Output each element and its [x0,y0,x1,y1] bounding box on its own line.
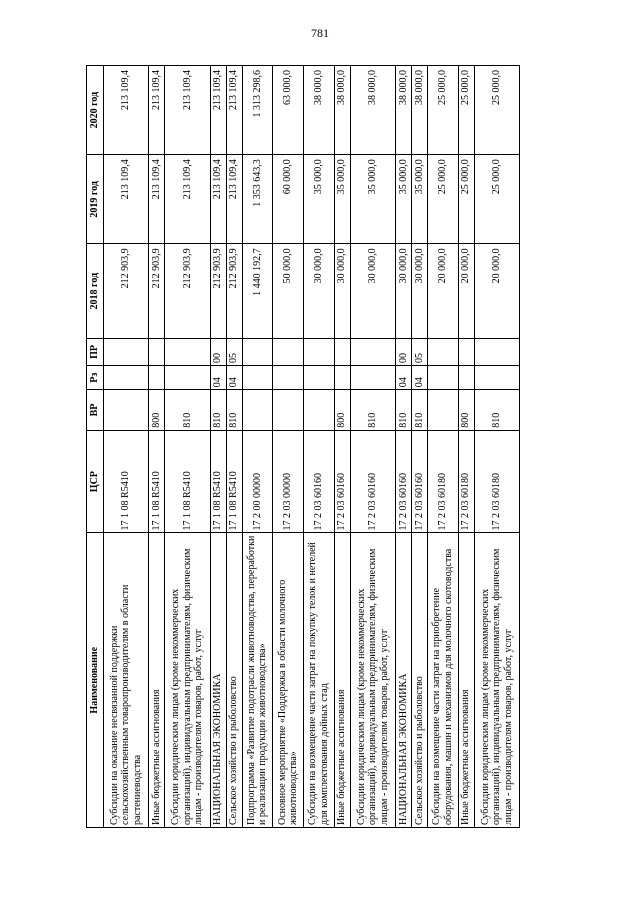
row-2018: 20 000,0 [458,244,474,339]
row-rz: 04 [226,365,242,389]
row-2020: 38 000,0 [334,66,350,155]
row-rz [474,365,519,389]
row-csr: 17 2 00 00000 [242,430,273,533]
row-2019: 35 000,0 [350,155,395,244]
row-vr: 810 [165,390,210,431]
row-name: Основное мероприятие «Поддержка в области молочного животноводства» [273,533,304,828]
table-row [350,66,395,828]
row-vr: 810 [350,390,395,431]
row-2018: 1 440 192,7 [242,244,273,339]
row-csr: 17 1 08 R5410 [149,430,165,533]
row-pr [273,338,304,365]
row-pr: 00 [210,338,226,365]
row-2019: 25 000,0 [427,155,458,244]
row-2019: 60 000,0 [273,155,304,244]
row-name: Подпрограмма «Развитие подотрасли животноводства, переработки и реализации продукции животноводства» [242,533,273,828]
table-row [411,66,427,828]
row-pr [104,338,149,365]
row-pr [350,338,395,365]
table-body [104,66,520,828]
row-vr [104,390,149,431]
row-csr: 17 2 03 60160 [303,430,334,533]
row-vr: 810 [226,390,242,431]
row-csr: 17 2 03 60160 [350,430,395,533]
row-2020: 38 000,0 [350,66,395,155]
row-vr: 810 [395,390,411,431]
row-2018: 30 000,0 [411,244,427,339]
row-vr: 810 [210,390,226,431]
row-pr [149,338,165,365]
row-pr [165,338,210,365]
row-rz: 04 [210,365,226,389]
row-2019: 213 109,4 [104,155,149,244]
row-2020: 213 109,4 [165,66,210,155]
row-2019: 213 109,4 [210,155,226,244]
row-vr [427,390,458,431]
row-rz [458,365,474,389]
row-rz [303,365,334,389]
row-2018: 212 903,9 [226,244,242,339]
row-2020: 38 000,0 [303,66,334,155]
row-2020: 213 109,4 [226,66,242,155]
row-2019: 35 000,0 [395,155,411,244]
row-pr [427,338,458,365]
row-2018: 212 903,9 [210,244,226,339]
header-name: Наименование [87,533,104,828]
row-rz [149,365,165,389]
table-row [474,66,519,828]
table-row [104,66,149,828]
table-row [242,66,273,828]
row-csr: 17 1 08 R5410 [210,430,226,533]
row-rz [242,365,273,389]
row-name: Сельское хозяйство и рыболовство [226,533,242,828]
row-csr: 17 2 03 60180 [458,430,474,533]
row-pr [334,338,350,365]
row-2020: 213 109,4 [210,66,226,155]
row-rz [273,365,304,389]
row-vr: 800 [458,390,474,431]
row-vr [273,390,304,431]
row-csr: 17 2 03 60180 [427,430,458,533]
row-vr: 800 [334,390,350,431]
page-number: 781 [311,26,329,40]
row-2020: 1 313 298,6 [242,66,273,155]
row-2018: 50 000,0 [273,244,304,339]
row-2018: 30 000,0 [350,244,395,339]
row-name: Иные бюджетные ассигнования [458,533,474,828]
row-vr [242,390,273,431]
row-csr: 17 2 03 60180 [474,430,519,533]
row-name: НАЦИОНАЛЬНАЯ ЭКОНОМИКА [395,533,411,828]
row-name: Субсидии юридическим лицам (кроме некоммерческих организаций), индивидуальным предпринимателям, физическим лицам - производителям товаров, работ, услуг [165,533,210,828]
row-pr [242,338,273,365]
row-2018: 20 000,0 [474,244,519,339]
row-pr [474,338,519,365]
row-2020: 213 109,4 [149,66,165,155]
row-name: Сельское хозяйство и рыболовство [411,533,427,828]
row-2018: 212 903,9 [149,244,165,339]
row-rz [334,365,350,389]
row-2018: 30 000,0 [334,244,350,339]
table-row [149,66,165,828]
row-name: Иные бюджетные ассигнования [334,533,350,828]
table-row [458,66,474,828]
row-name: Субсидии на возмещение части затрат на покупку телок и нетелей для комплектования дойных стад [303,533,334,828]
row-2020: 25 000,0 [458,66,474,155]
row-rz [427,365,458,389]
row-2020: 213 109,4 [104,66,149,155]
row-rz: 04 [411,365,427,389]
row-2018: 212 903,9 [165,244,210,339]
row-vr: 810 [474,390,519,431]
table-row [226,66,242,828]
row-rz [165,365,210,389]
row-2019: 25 000,0 [474,155,519,244]
row-2020: 25 000,0 [427,66,458,155]
rotated-table-container [86,65,520,828]
row-2020: 63 000,0 [273,66,304,155]
row-name: Субсидии юридическим лицам (кроме некоммерческих организаций), индивидуальным предпринимателям, физическим лицам - производителям товаров, работ, услуг [350,533,395,828]
table-row [210,66,226,828]
row-rz: 04 [395,365,411,389]
table-row [427,66,458,828]
row-2018: 30 000,0 [395,244,411,339]
row-2020: 25 000,0 [474,66,519,155]
row-name: Субсидии на оказание несвязанной поддержки сельскохозяйственным товаропроизводителям в области растениеводства [104,533,149,828]
row-2018: 212 903,9 [104,244,149,339]
header-vr: ВР [87,390,104,431]
row-pr [303,338,334,365]
row-name: Иные бюджетные ассигнования [149,533,165,828]
row-csr: 17 2 03 60160 [334,430,350,533]
header-csr: ЦСР [87,430,104,533]
table-header-row [87,66,104,828]
row-vr [303,390,334,431]
row-2019: 213 109,4 [149,155,165,244]
row-csr: 17 2 03 60160 [395,430,411,533]
row-csr: 17 2 03 00000 [273,430,304,533]
row-2019: 213 109,4 [226,155,242,244]
table-row [303,66,334,828]
table-row [273,66,304,828]
row-2019: 1 353 643,3 [242,155,273,244]
row-2018: 30 000,0 [303,244,334,339]
header-2020: 2020 год [87,66,104,155]
row-2019: 35 000,0 [334,155,350,244]
row-2018: 20 000,0 [427,244,458,339]
table-row [165,66,210,828]
header-pr: ПР [87,338,104,365]
table-row [334,66,350,828]
row-2020: 38 000,0 [395,66,411,155]
row-vr: 800 [149,390,165,431]
row-rz [350,365,395,389]
row-2019: 213 109,4 [165,155,210,244]
row-rz [104,365,149,389]
row-2019: 35 000,0 [411,155,427,244]
row-pr: 05 [411,338,427,365]
row-name: НАЦИОНАЛЬНАЯ ЭКОНОМИКА [210,533,226,828]
row-pr: 05 [226,338,242,365]
header-2019: 2019 год [87,155,104,244]
row-2019: 35 000,0 [303,155,334,244]
row-csr: 17 2 03 60160 [411,430,427,533]
row-2020: 38 000,0 [411,66,427,155]
row-name: Субсидии на возмещение части затрат на приобретение оборудования, машин и механизмов для молочного скотоводства [427,533,458,828]
row-csr: 17 1 08 R5410 [165,430,210,533]
row-pr [458,338,474,365]
row-vr: 810 [411,390,427,431]
header-rz: Рз [87,365,104,389]
header-2018: 2018 год [87,244,104,339]
row-csr: 17 1 08 R5410 [104,430,149,533]
row-pr: 00 [395,338,411,365]
row-name: Субсидии юридическим лицам (кроме некоммерческих организаций), индивидуальным предпринимателям, физическим лицам - производителям товаров, работ, услуг [474,533,519,828]
row-2019: 25 000,0 [458,155,474,244]
table-row [395,66,411,828]
budget-table [86,65,520,828]
row-csr: 17 1 08 R5410 [226,430,242,533]
